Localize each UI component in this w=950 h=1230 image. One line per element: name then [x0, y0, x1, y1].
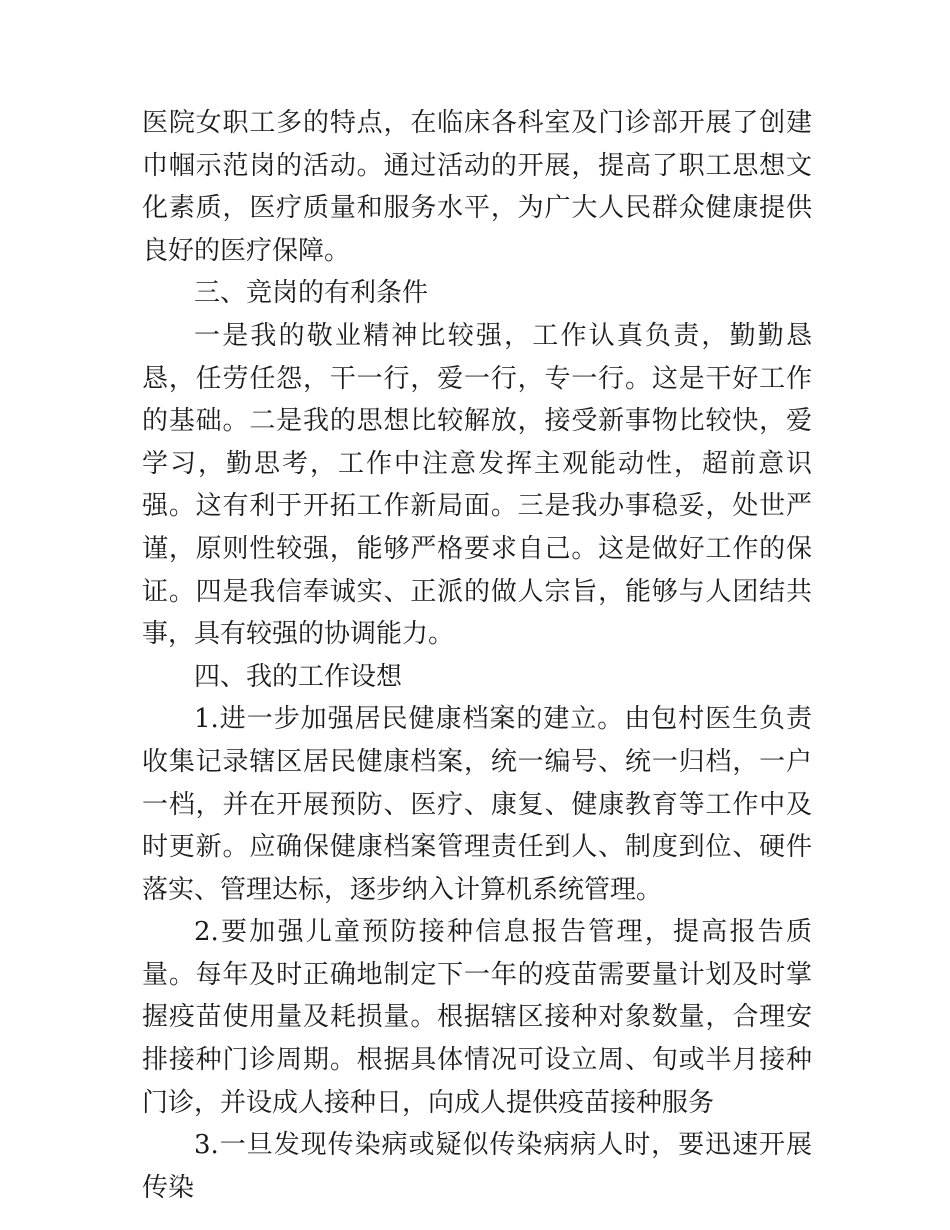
paragraph-advantages: 一是我的敬业精神比较强，工作认真负责，勤勤恳恳，任劳任怨，干一行，爱一行，专一行。这是干好工作的基础。二是我的思想比较解放，接受新事物比较快，爱学习，勤思考，工作中注意发挥主观能动性，超前意识强。这有利于开拓工作新局面。三是我办事稳妥，处世严谨，原则性较强，能够严格要求自己。这是做好工作的保证。四是我信奉诚实、正派的做人宗旨，能够与人团结共事，具有较强的协调能力。 [142, 320, 812, 650]
paragraph-item-3: 3.一旦发现传染病或疑似传染病病人时，要迅速开展传染 [142, 1130, 812, 1203]
paragraph-item-1: 1.进一步加强居民健康档案的建立。由包村医生负责收集记录辖区居民健康档案，统一编号、统一归档，一户一档，并在开展预防、医疗、康复、健康教育等工作中及时更新。应确保健康档案管理责任到人、制度到位、硬件落实、管理达标，逐步纳入计算机系统管理。 [142, 704, 812, 905]
paragraph-item-2: 2.要加强儿童预防接种信息报告管理，提高报告质量。每年及时正确地制定下一年的疫苗需要量计划及时掌握疫苗使用量及耗损量。根据辖区接种对象数量，合理安排接种门诊周期。根据具体情况可设立周、旬或半月接种门诊，并设成人接种日，向成人提供疫苗接种服务 [142, 917, 812, 1118]
document-body [142, 102, 812, 1209]
section-heading-3: 三、竞岗的有利条件 [194, 278, 429, 309]
paragraph-continuation: 医院女职工多的特点，在临床各科室及门诊部开展了创建巾帼示范岗的活动。通过活动的开展，提高了职工思想文化素质，医疗质量和服务水平，为广大人民群众健康提供良好的医疗保障。 [142, 108, 812, 266]
section-heading-4: 四、我的工作设想 [194, 661, 403, 692]
